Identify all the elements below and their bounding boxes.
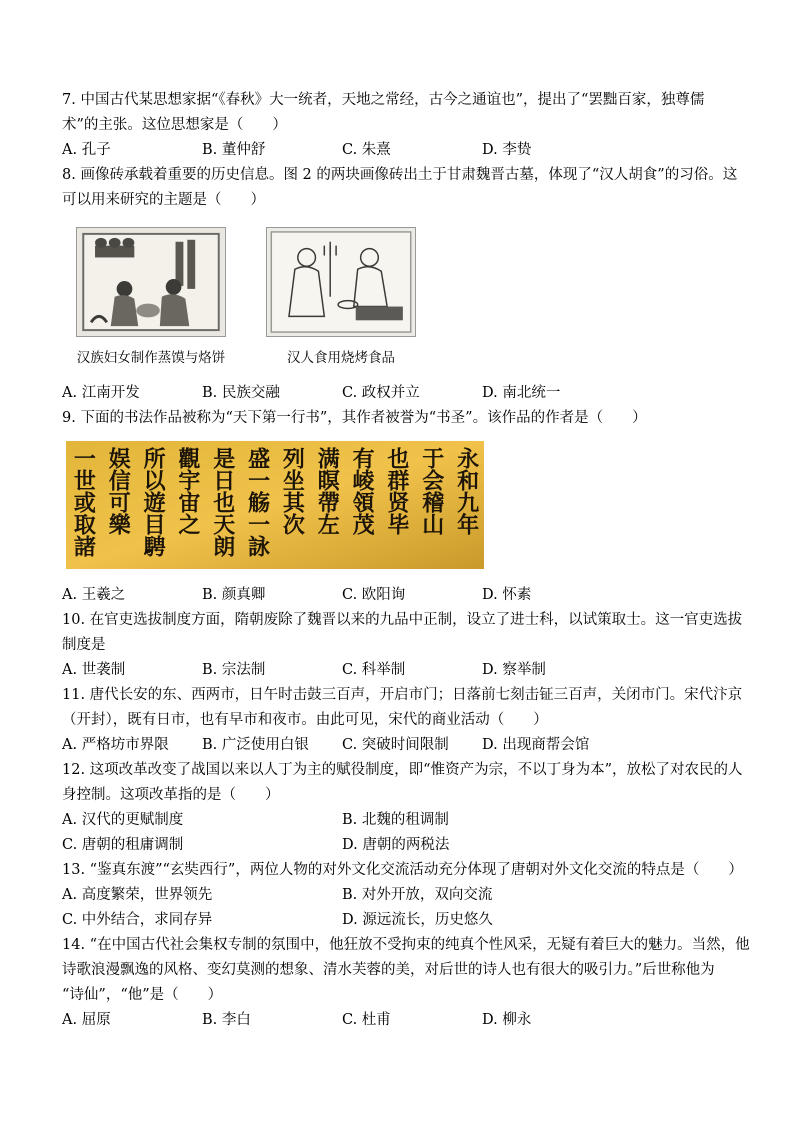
option-a[interactable]: A. 世袭制 (62, 662, 126, 678)
option-b[interactable]: B. 颜真卿 (202, 587, 266, 603)
options-row (62, 138, 734, 163)
options-row (62, 908, 734, 933)
question-12 (62, 758, 743, 858)
question-stem-line: 11. 唐代长安的东、西两市，日午时击鼓三百声，开启市门；日落前七刻击钲三百声，关闭市门。宋代汴京 (62, 687, 743, 703)
question-stem-line: 12. 这项改革改变了战国以来以人丁为主的赋役制度，即“惟资产为宗，不以丁身为本”，放松了对农民的人 (62, 762, 743, 778)
option-b[interactable]: B. 李白 (202, 1012, 251, 1028)
options-row (62, 1008, 734, 1033)
question-10 (62, 608, 743, 683)
brick-painting-eating (266, 227, 416, 337)
question-stem-line: “诗仙”，“他”是（ ） (62, 987, 223, 1003)
calligraphy-column: 一世或取諸 (70, 447, 97, 557)
option-b[interactable]: B. 宗法制 (202, 662, 266, 678)
question-stem-line: 9. 下面的书法作品被称为“天下第一行书”，其作者被誉为“书圣”。该作品的作者是（ ） (62, 410, 647, 426)
question-stem-line: 诗歌浪漫飘逸的风格、变幻莫测的想象、清水芙蓉的美，对后世的诗人也有很大的吸引力。”后世称他为 (62, 962, 715, 978)
question-13 (62, 858, 743, 933)
question-stem-line: 10. 在官吏选拔制度方面，隋朝废除了魏晋以来的九品中正制，设立了进士科，以试策取士。这一官吏选拔 (62, 612, 743, 628)
figure-brick-right (266, 227, 416, 369)
option-d[interactable]: D. 柳永 (482, 1012, 532, 1028)
options-row (62, 658, 734, 683)
question-stem-line: 14. “在中国古代社会集权专制的氛围中，他狂放不受拘束的纯真个性风采，无疑有着巨大的魅力。当然，他 (62, 937, 750, 953)
question-stem-line: （开封），既有日市，也有早市和夜市。由此可见，宋代的商业活动（ ） (62, 712, 548, 728)
option-d[interactable]: D. 南北统一 (482, 385, 561, 401)
calligraphy-column: 有崚領茂 (349, 447, 376, 535)
figure-brick-left (76, 227, 226, 369)
option-c[interactable]: C. 突破时间限制 (342, 737, 449, 753)
options-row (62, 733, 734, 758)
calligraphy-column: 于会稽山 (418, 447, 445, 535)
calligraphy-column: 也群贤毕 (383, 447, 410, 535)
question-stem-line: 13. “鉴真东渡”“玄奘西行”，两位人物的对外文化交流活动充分体现了唐朝对外文化交流的特点是（ ） (62, 862, 743, 878)
calligraphy-image (66, 441, 484, 569)
question-stem-line: 可以用来研究的主题是（ ） (62, 192, 265, 208)
question-stem-line: 制度是 (62, 637, 106, 653)
option-a[interactable]: A. 孔子 (62, 142, 111, 158)
option-a[interactable]: A. 严格坊市界限 (62, 737, 169, 753)
options-row (62, 381, 734, 406)
option-c[interactable]: C. 中外结合，求同存异 (62, 912, 213, 928)
option-b[interactable]: B. 董仲舒 (202, 142, 266, 158)
question-stem-line: 7. 中国古代某思想家据“《春秋》大一统者，天地之常经，古今之通谊也”，提出了“罢黜百家，独尊儒 (62, 92, 705, 108)
calligraphy-column: 满瞑帶左 (314, 447, 341, 535)
figure-caption: 汉人食用烧烤食品 (287, 350, 395, 366)
option-a[interactable]: A. 江南开发 (62, 385, 140, 401)
question-stem-line: 8. 画像砖承载着重要的历史信息。图 2 的两块画像砖出土于甘肃魏晋古墓，体现了“汉人胡食”的习俗。这 (62, 167, 738, 183)
calligraphy-column: 娱信可樂 (105, 447, 132, 535)
option-d[interactable]: D. 察举制 (482, 662, 546, 678)
options-row (62, 808, 734, 833)
option-a[interactable]: A. 高度繁荣，世界领先 (62, 887, 213, 903)
option-a[interactable]: A. 屈原 (62, 1012, 111, 1028)
calligraphy-column: 所以遊目騁 (140, 447, 167, 557)
option-c[interactable]: C. 朱熹 (342, 142, 391, 158)
option-d[interactable]: D. 唐朝的两税法 (342, 837, 450, 853)
option-d[interactable]: D. 怀素 (482, 587, 532, 603)
calligraphy-column: 永和九年 (453, 447, 480, 535)
option-d[interactable]: D. 出现商帮会馆 (482, 737, 590, 753)
option-a[interactable]: A. 汉代的更赋制度 (62, 812, 184, 828)
brick-figures (76, 227, 734, 369)
option-b[interactable]: B. 广泛使用白银 (202, 737, 309, 753)
option-b[interactable]: B. 民族交融 (202, 385, 280, 401)
calligraphy-column: 是日也天朗 (209, 447, 236, 557)
question-stem-line: 身控制。这项改革指的是（ ） (62, 787, 280, 803)
option-d[interactable]: D. 源远流长，历史悠久 (342, 912, 493, 928)
calligraphy-column: 觀宇宙之 (174, 447, 201, 535)
options-row (62, 583, 734, 608)
brick-painting-cooking (76, 227, 226, 337)
options-row (62, 883, 734, 908)
option-c[interactable]: C. 科举制 (342, 662, 406, 678)
option-b[interactable]: B. 北魏的租调制 (342, 812, 449, 828)
option-c[interactable]: C. 欧阳询 (342, 587, 406, 603)
option-a[interactable]: A. 王羲之 (62, 587, 126, 603)
option-c[interactable]: C. 杜甫 (342, 1012, 391, 1028)
calligraphy-column: 盛一觞一詠 (244, 447, 271, 557)
option-c[interactable]: C. 唐朝的租庸调制 (62, 837, 184, 853)
question-14 (62, 933, 750, 1033)
figure-caption: 汉族妇女制作蒸馍与烙饼 (76, 350, 226, 366)
options-row (62, 833, 734, 858)
question-7 (62, 88, 734, 163)
option-c[interactable]: C. 政权并立 (342, 385, 420, 401)
question-9 (62, 406, 734, 608)
exam-page (62, 88, 750, 1033)
question-11 (62, 683, 743, 758)
question-stem-line: 术”的主张。这位思想家是（ ） (62, 117, 287, 133)
option-d[interactable]: D. 李贽 (482, 142, 532, 158)
calligraphy-column: 列坐其次 (279, 447, 306, 535)
option-b[interactable]: B. 对外开放，双向交流 (342, 887, 493, 903)
question-8 (62, 163, 738, 406)
